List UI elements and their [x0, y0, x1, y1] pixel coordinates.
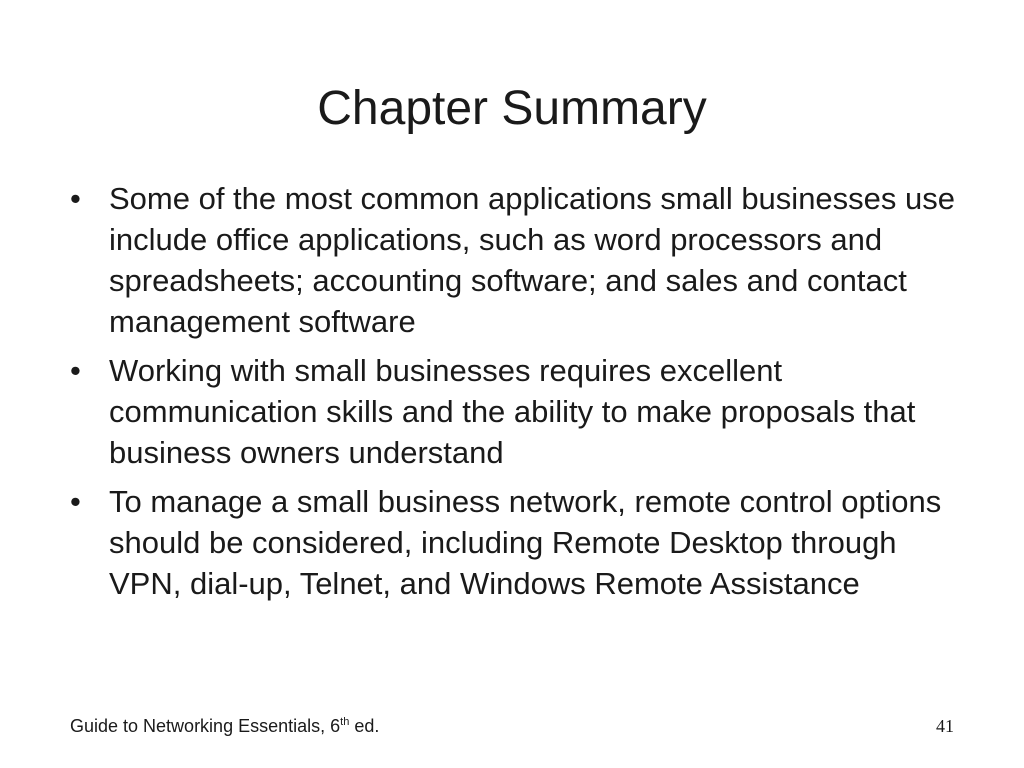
bullet-marker: • [70, 484, 81, 519]
bullet-text: To manage a small business network, remote control options should be considered, including Remote Desktop through VPN, dial-up, Telnet, and Windows Remote Assistance [109, 484, 942, 601]
bullet-item [70, 481, 960, 604]
bullet-text: Working with small businesses requires excellent communication skills and the ability to make proposals that business owners understand [109, 353, 916, 470]
footer-title-text: Guide to Networking Essentials, 6 [70, 716, 341, 736]
bullet-list [70, 178, 960, 612]
footer-book-title [70, 714, 379, 738]
bullet-marker: • [70, 181, 81, 216]
bullet-item [70, 178, 960, 342]
page-number: 41 [936, 716, 954, 736]
slide-title: Chapter Summary [317, 82, 707, 135]
bullet-text: Some of the most common applications small businesses use include office applications, such as word processors and spreadsheets; accounting software; and sales and contact management software [109, 181, 956, 339]
footer-edition-suffix: ed. [349, 716, 380, 736]
footer-edition-superscript: th [340, 716, 350, 728]
bullet-item [70, 350, 960, 473]
bullet-marker: • [70, 353, 81, 388]
